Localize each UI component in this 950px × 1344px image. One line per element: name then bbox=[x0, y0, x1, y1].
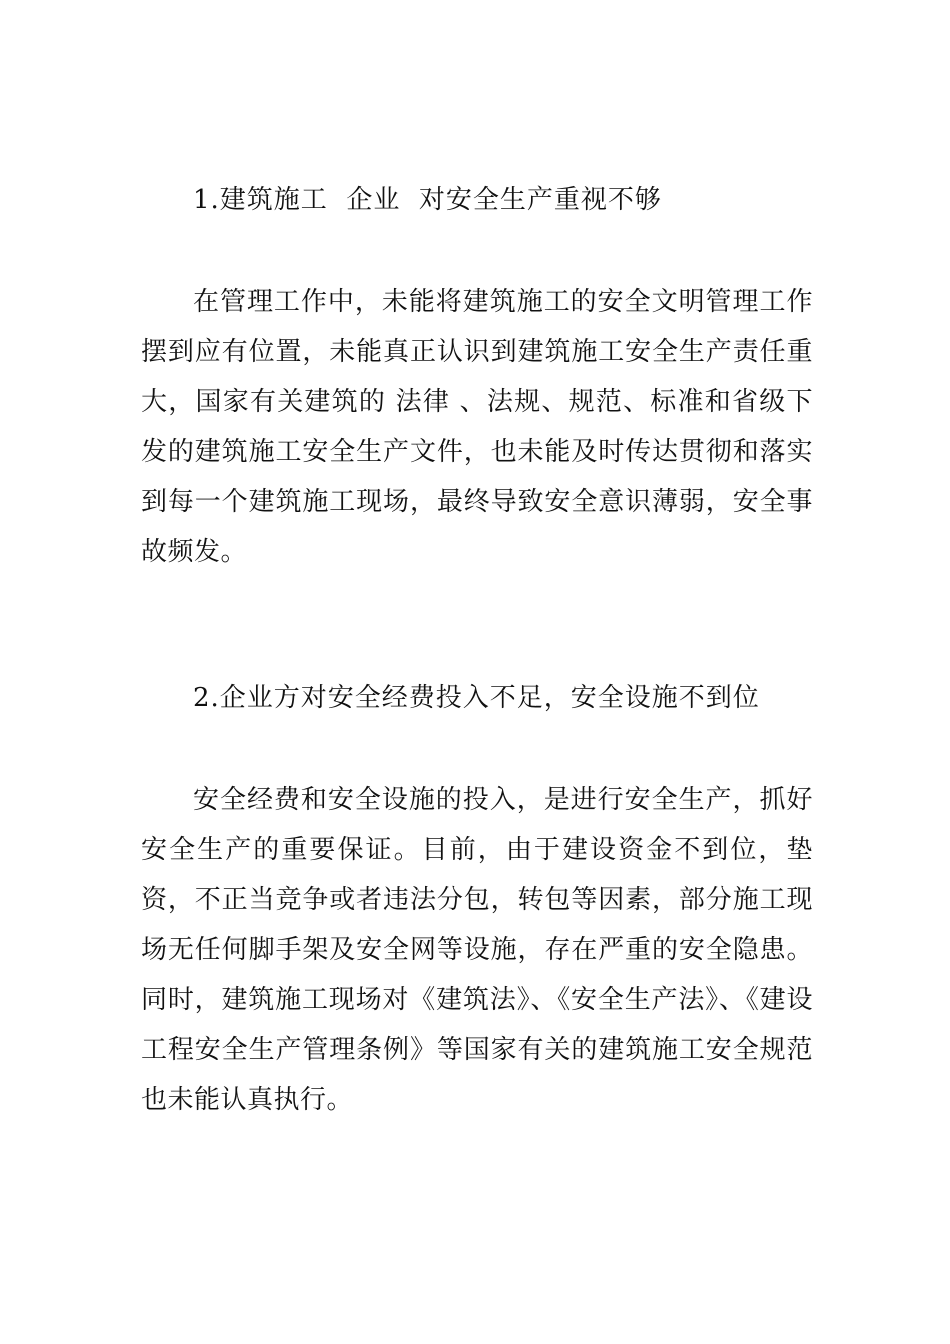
section-paragraph-1: 在管理工作中，未能将建筑施工的安全文明管理工作摆到应有位置，未能真正认识到建筑施工安全生产责任重大，国家有关建筑的 法律 、法规、规范、标准和省级下发的建筑施工安全生产文件，也未能及时传达贯彻和落实到每一个建筑施工现场，最终导致安全意识薄弱，安全事故频发。 bbox=[141, 287, 813, 567]
section-paragraph-2: 安全经费和安全设施的投入，是进行安全生产，抓好安全生产的重要保证。目前，由于建设资金不到位，垫资，不正当竞争或者违法分包，转包等因素，部分施工现场无任何脚手架及安全网等设施，存在严重的安全隐患。同时，建筑施工现场对《建筑法》、《安全生产法》、《建设工程安全生产管理条例》等国家有关的建筑施工安全规范也未能认真执行。 bbox=[141, 785, 813, 1115]
section-heading-1: 1.建筑施工 企业 对安全生产重视不够 bbox=[193, 185, 662, 215]
section-heading-2: 2.企业方对安全经费投入不足，安全设施不到位 bbox=[193, 683, 760, 713]
